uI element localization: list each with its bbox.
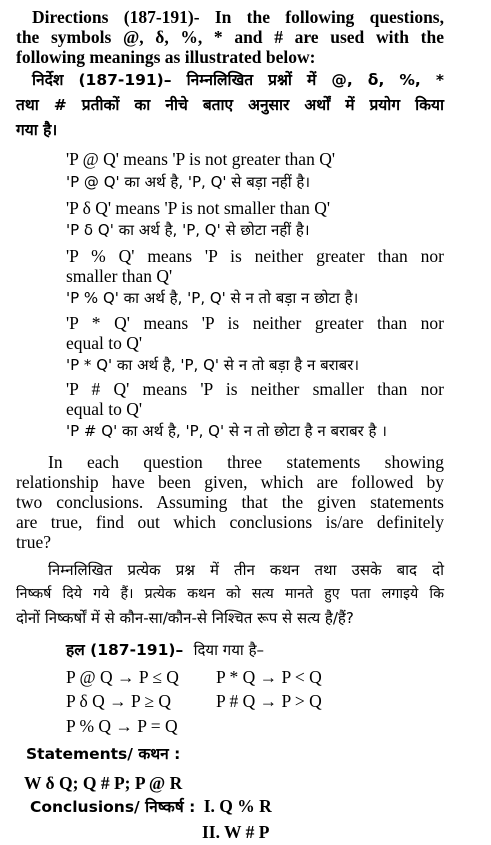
definition-percent-en-1: 'P % Q' means 'P is neither greater than nor (66, 246, 444, 266)
definition-at-en: 'P @ Q' means 'P is not greater than Q' (66, 149, 335, 169)
definition-delta-hi: 'P δ Q' का अर्थ है, 'P, Q' से छोटा नहीं है। (66, 221, 310, 239)
solution-heading-label: हल (187-191)– (66, 641, 184, 659)
definition-star-hi: 'P * Q' का अर्थ है, 'P, Q' से न तो बड़ा है न बराबर। (66, 356, 360, 374)
instructions-line-1: In each question three statements showing (48, 452, 444, 472)
instructions-hindi-line-2: निष्कर्ष दिये गये हैं। प्रत्येक कथन को सत्य मानते हुए पता लगाइये कि (16, 586, 444, 602)
directions-line-2: the symbols @, δ, %, * and # are used with the (16, 27, 444, 47)
definition-percent-hi: 'P % Q' का अर्थ है, 'P, Q' से न तो बड़ा न छोटा है। (66, 289, 359, 307)
statements-text: W δ Q; Q # P; P @ R (24, 773, 183, 793)
definition-hash-hi: 'P # Q' का अर्थ है, 'P, Q' से न तो छोटा है न बराबर है । (66, 422, 387, 440)
instructions-line-3: two conclusions. Assuming that the given statements (16, 492, 444, 512)
instructions-hindi-line-1: निम्नलिखित प्रत्येक प्रश्न में तीन कथन तथा उसके बाद दो (48, 561, 444, 579)
rule-star: P * Q → P < Q (216, 667, 322, 687)
rule-delta: P δ Q → P ≥ Q (66, 691, 172, 711)
definition-star-en-1: 'P * Q' means 'P is neither greater than nor (66, 313, 444, 333)
definition-hash-en-2: equal to Q' (66, 399, 143, 419)
instructions-line-4: are true, find out which conclusions is/are definitely (16, 512, 444, 532)
statements-label: Statements/ कथन : (26, 745, 181, 763)
directions-hindi-line-2: तथा # प्रतीकों का नीचे बताए अनुसार अर्थों में प्रयोग किया (16, 96, 444, 114)
rule-at: P @ Q → P ≤ Q (66, 667, 179, 687)
rule-hash: P # Q → P > Q (216, 691, 322, 711)
definition-percent-en-2: smaller than Q' (66, 266, 173, 286)
definition-hash-en-1: 'P # Q' means 'P is neither smaller than nor (66, 379, 444, 399)
conclusions-label: Conclusions/ निष्कर्ष : (30, 798, 196, 816)
definition-at-hi: 'P @ Q' का अर्थ है, 'P, Q' से बड़ा नहीं है। (66, 173, 311, 191)
conclusion-one: I. Q % R (203, 796, 272, 816)
rule-percent: P % Q → P = Q (66, 716, 178, 736)
directions-line-1: Directions (187-191)- In the following questions, (32, 7, 444, 27)
directions-hindi-line-1: निर्देश (187-191)– निम्नलिखित प्रश्नों में @, δ, %, * (32, 71, 444, 89)
directions-hindi-line-3: गया है। (16, 121, 58, 139)
conclusion-two: II. W # P (202, 822, 270, 842)
solution-heading-suffix: दिया गया है– (193, 641, 265, 659)
instructions-line-5: true? (16, 532, 51, 552)
directions-line-3: following meanings as illustrated below: (16, 47, 316, 67)
instructions-line-2: relationship have been given, which are followed by (16, 472, 444, 492)
conclusions-row (30, 796, 450, 817)
solution-heading (66, 639, 446, 660)
definition-delta-en: 'P δ Q' means 'P is not smaller than Q' (66, 198, 331, 218)
definition-star-en-2: equal to Q' (66, 333, 143, 353)
instructions-hindi-line-3: दोनों निष्कर्षों में से कौन-सा/कौन-से निश्चित रूप से सत्य है/हैं? (16, 609, 354, 627)
